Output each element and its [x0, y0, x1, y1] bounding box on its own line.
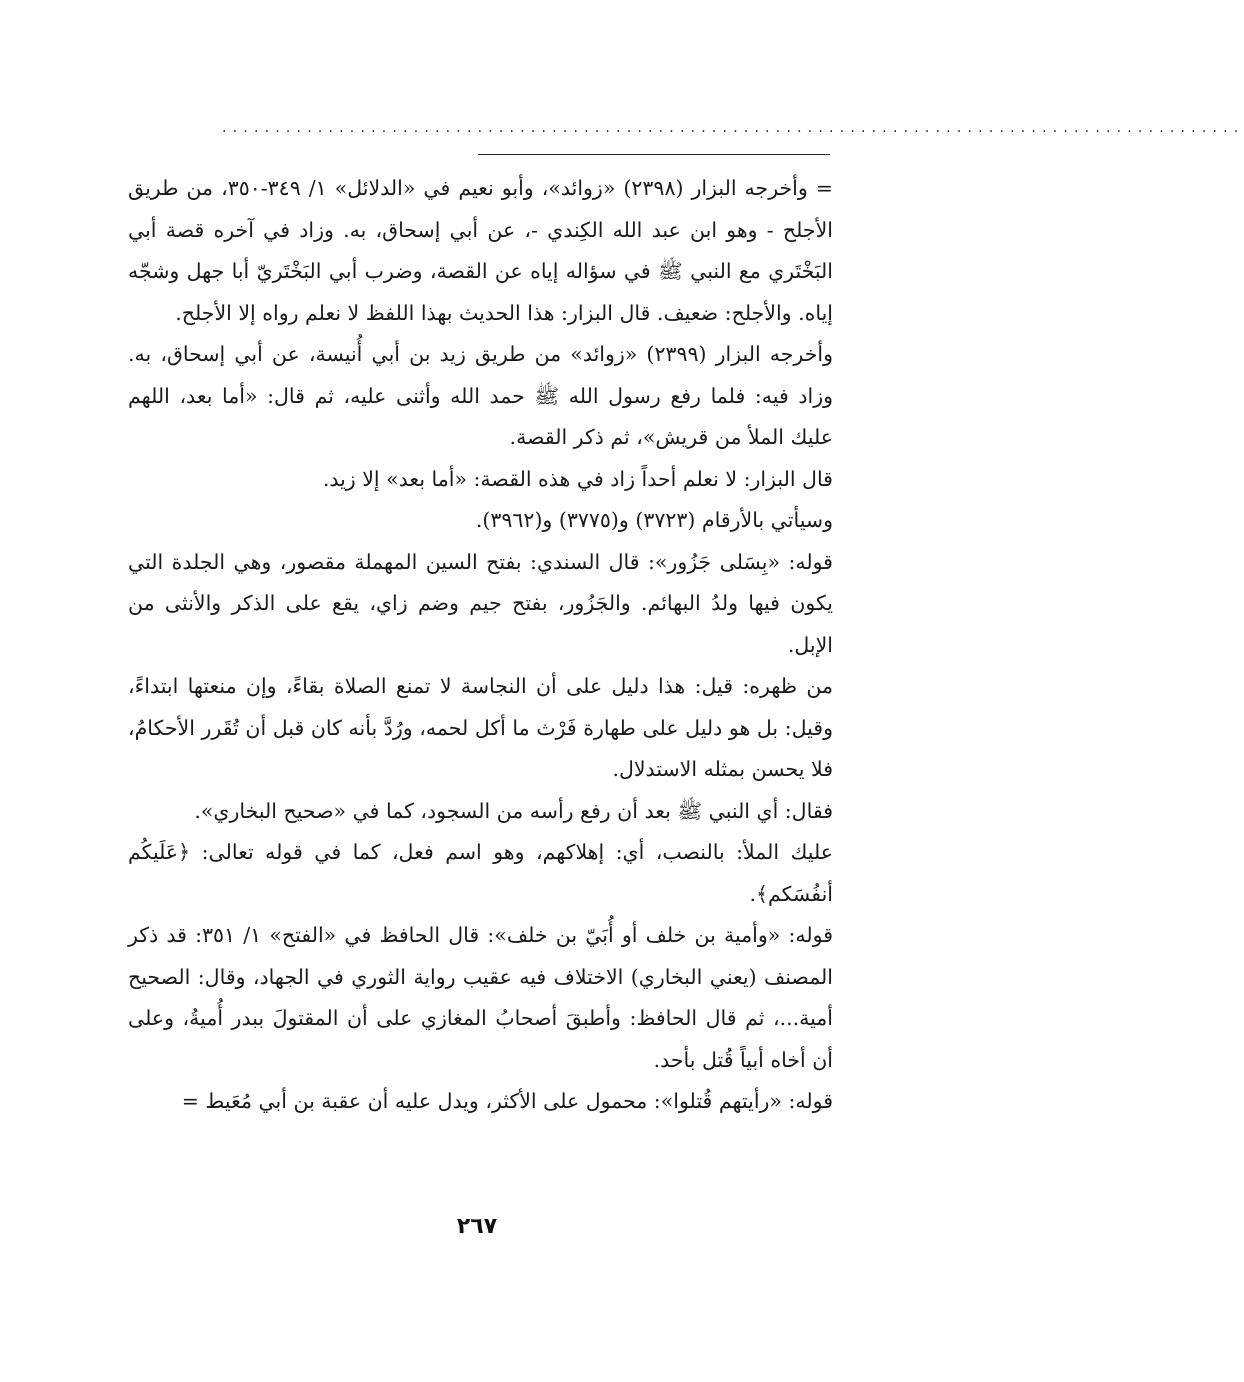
footnote-paragraph: قال البزار: لا نعلم أحداً زاد في هذه القصة: «أما بعد» إلا زيد.: [322, 466, 833, 491]
footnote-paragraph: قوله: «رأيتهم قُتلوا»: محمول على الأكثر، ويدل عليه أن عقبة بن أبي مُعَيط =: [181, 1089, 833, 1113]
footnotes-body: [128, 168, 833, 1123]
footnote-paragraph: قوله: «بِسَلى جَزُور»: قال السندي: بفتح السين المهملة مقصور، وهي الجلدة التي يكون فيها ولدُ البهائم. والجَزُور، بفتح جيم وضم زاي، يقع على الذكر والأنثى من الإبل.: [128, 549, 833, 657]
footnote-rule: [478, 154, 830, 155]
footnote-paragraph: من ظهره: قيل: هذا دليل على أن النجاسة لا تمنع الصلاة بقاءً، وإن منعتها ابتداءً، وقيل: بل هو دليل على طهارة فَرْث ما أكل لحمه، ورُدَّ بأنه كان قبل أن تُقَرر الأحكامُ، فلا يحسن بمثله الاستدلال.: [128, 674, 833, 781]
footnote-paragraph: قوله: «وأمية بن خلف أو أُبَيّ بن خلف»: قال الحافظ في «الفتح» ١/ ٣٥١: قد ذكر المصنف (يعني البخاري) الاختلاف فيه عقيب رواية الثوري في الجهاد، وقال: الصحيح أمية...، ثم قال الحافظ: وأطبقَ أصحابُ المغازي على أن المقتولَ ببدر أُميةُ، وعلى أن أخاه أبياً قُتل بأحد.: [128, 923, 833, 1072]
dotted-separator: ................................................................................................: [222, 120, 1244, 136]
footnote-paragraph: = وأخرجه البزار (٢٣٩٨) «زوائد»، وأبو نعيم في «الدلائل» ١/ ٣٤٩-٣٥٠، من طريق الأجلح - وهو ابن عبد الله الكِندي -، عن أبي إسحاق، به. وزاد في آخره قصة أبي البَخْتَري مع النبي ﷺ في سؤاله إياه عن القصة، وضرب أبي البَخْتَريّ أبا جهل وشجّه إياه. والأجلح: ضعيف. قال البزار: هذا الحديث بهذا اللفظ لا نعلم رواه إلا الأجلح.: [128, 176, 833, 325]
footnote-paragraph: فقال: أي النبي ﷺ بعد أن رفع رأسه من السجود، كما في «صحيح البخاري».: [194, 798, 833, 823]
footnote-paragraph: وأخرجه البزار (٢٣٩٩) «زوائد» من طريق زيد بن أبي أُنيسة، عن أبي إسحاق، به. وزاد فيه: فلما رفع رسول الله ﷺ حمد الله وأثنى عليه، ثم قال: «أما بعد، اللهم عليك الملأ من قريش»، ثم ذكر القصة.: [128, 342, 833, 449]
footnote-paragraph: عليك الملأ: بالنصب، أي: إهلاكهم، وهو اسم فعل، كما في قوله تعالى: ﴿عَلَيكُم أنفُسَكم﴾.: [128, 840, 833, 906]
page-number: ٢٦٧: [456, 1214, 498, 1239]
footnote-paragraph: وسيأتي بالأرقام (٣٧٢٣) و(٣٧٧٥) و(٣٩٦٢).: [475, 508, 833, 532]
